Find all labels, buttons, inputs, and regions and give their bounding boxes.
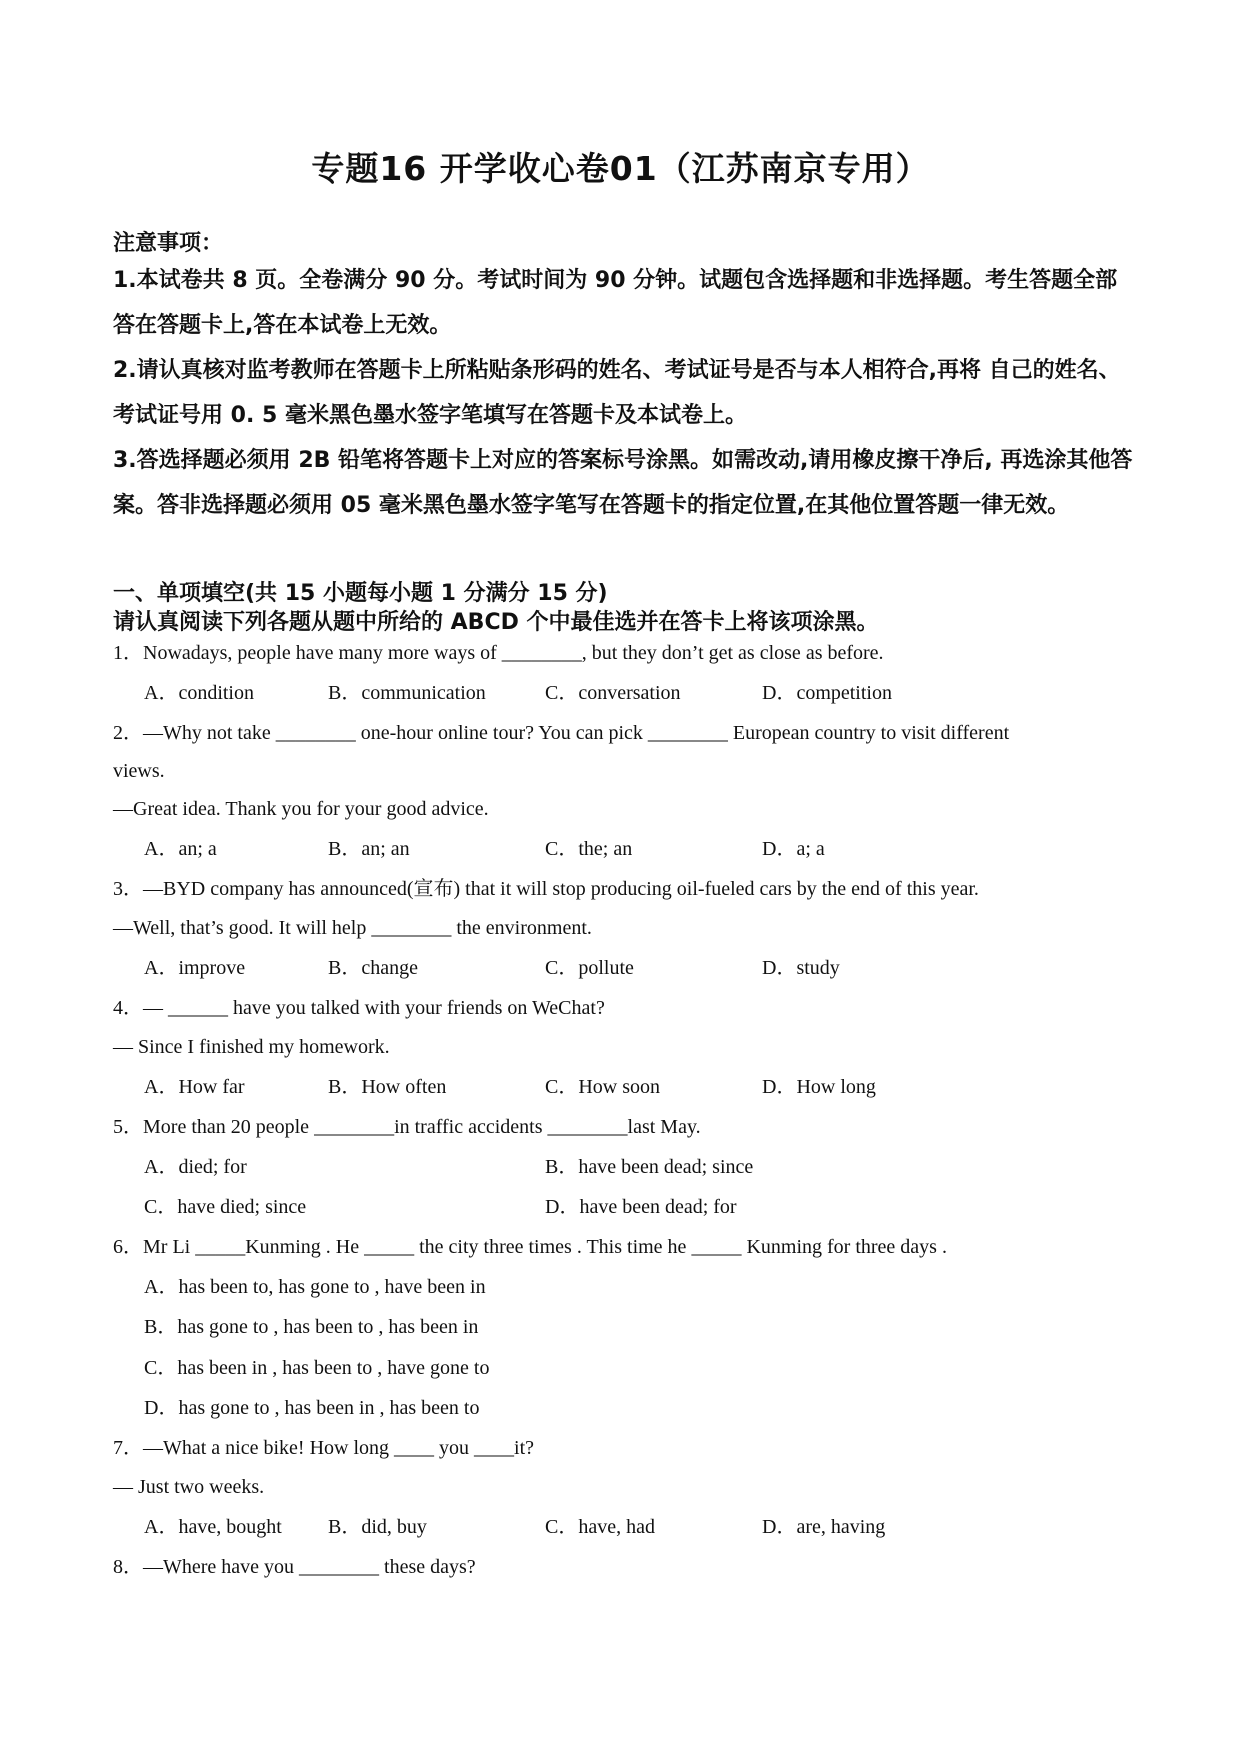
question-2-reply: —Great idea. Thank you for your good advice. [113,798,489,820]
question-6-stem: 6．Mr Li _____Kunming . He _____ the city three times . This time he _____ Kunming for three days . [113,1236,947,1258]
question-1-stem: 1．Nowadays, people have many more ways of ________, but they don’t get as close as before. [113,642,884,664]
question-7-option-c: C．have, had [545,1516,655,1538]
question-6-option-a: A．has been to, has gone to , have been in [144,1276,486,1298]
question-6-option-b: B．has gone to , has been to , has been in [144,1316,479,1338]
question-5-stem: 5．More than 20 people ________in traffic accidents ________last May. [113,1116,701,1138]
question-3-reply: —Well, that’s good. It will help ________ the environment. [113,917,592,939]
question-3-option-d: D．study [762,957,840,979]
question-5-option-a: A．died; for [144,1156,247,1178]
question-3-option-b: B．change [328,957,418,979]
question-3-option-a: A．improve [144,957,246,979]
question-6-option-d: D．has gone to , has been in , has been to [144,1397,480,1419]
section-instruction: 请认真阅读下列各题从题中所给的 ABCD 个中最佳选并在答卡上将该项涂黑。 [113,610,879,635]
question-5-option-c: C．have died; since [144,1196,307,1218]
question-1-option-c: C．conversation [545,682,681,704]
question-4-option-c: C．How soon [545,1076,661,1098]
question-7-reply: — Just two weeks. [113,1476,265,1498]
question-2-option-c: C．the; an [545,838,633,860]
question-4-stem: 4．— ______ have you talked with your friends on WeChat? [113,997,605,1019]
question-1-option-d: D．competition [762,682,892,704]
question-5-option-b: B．have been dead; since [545,1156,754,1178]
question-2-option-b: B．an; an [328,838,410,860]
question-7-option-b: B．did, buy [328,1516,427,1538]
note-1: 1.本试卷共 8 页。全卷满分 90 分。考试时间为 90 分钟。试题包含选择题和非选择题。考生答题全部答在答题卡上,答在本试卷上无效。 [113,268,1118,338]
question-3-option-c: C．pollute [545,957,634,979]
section-heading: 一、单项填空(共 15 小题每小题 1 分满分 15 分) [113,581,608,606]
note-3: 3.答选择题必须用 2B 铅笔将答题卡上对应的答案标号涂黑。如需改动,请用橡皮擦干净后, 再选涂其他答案。答非选择题必须用 05 毫米黑色墨水签字笔写在答题卡的指定位置,在其他位置答题一律无效。 [113,448,1133,518]
notes-heading: 注意事项： [113,231,224,256]
question-1-option-b: B．communication [328,682,486,704]
note-2: 2.请认真核对监考教师在答题卡上所粘贴条形码的姓名、考试证号是否与本人相符合,再将 自己的姓名、考试证号用 0. 5 毫米黑色墨水签字笔填写在答题卡及本试卷上。 [113,358,1121,428]
question-4-reply: — Since I finished my homework. [113,1036,390,1058]
question-5-option-d: D．have been dead; for [545,1196,737,1218]
question-8-stem: 8．—Where have you ________ these days? [113,1556,476,1578]
question-4-option-b: B．How often [328,1076,447,1098]
question-2-stem-cont: views. [113,760,165,782]
question-7-stem: 7．—What a nice bike! How long ____ you ____it? [113,1437,535,1459]
question-4-option-a: A．How far [144,1076,245,1098]
question-1-option-a: A．condition [144,682,254,704]
question-4-option-d: D．How long [762,1076,876,1098]
question-7-option-d: D．are, having [762,1516,886,1538]
question-2-stem: 2．—Why not take ________ one-hour online tour? You can pick ________ European country to visit different [113,722,1010,744]
question-2-option-d: D．a; a [762,838,825,860]
question-6-option-c: C．has been in , has been to , have gone to [144,1357,490,1379]
question-3-stem: 3．—BYD company has announced(宣布) that it will stop producing oil-fueled cars by the end of this year. [113,878,979,900]
page-title: 专题16 开学收心卷01（江苏南京专用） [311,149,930,188]
question-7-option-a: A．have, bought [144,1516,282,1538]
question-2-option-a: A．an; a [144,838,217,860]
